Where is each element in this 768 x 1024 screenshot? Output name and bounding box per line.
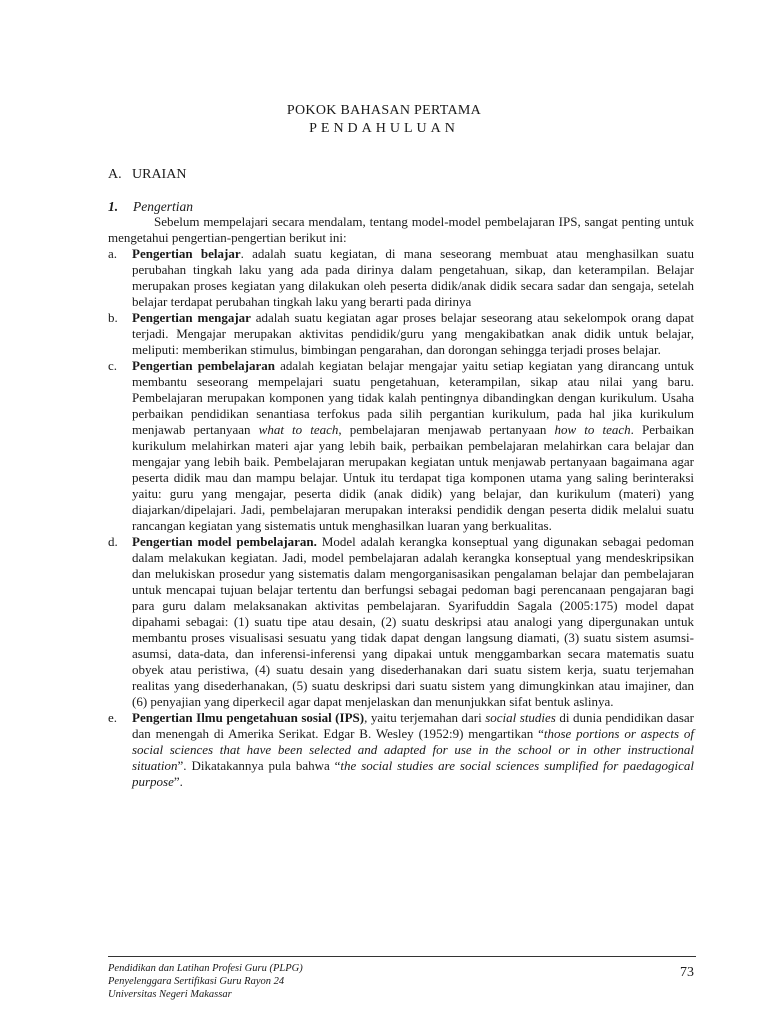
list-item-pembelajaran	[108, 358, 694, 534]
intro-paragraph: Sebelum mempelajari secara mendalam, tentang model-model pembelajaran IPS, sangat penting untuk mengetahui pengertian-pengertian berikut ini:	[108, 214, 694, 245]
definition-text: ”. Dikatakannya pula bahwa “	[177, 758, 341, 773]
italic-phrase: how to teach	[554, 422, 631, 437]
list-item-belajar	[108, 246, 694, 310]
list-item-model-pembelajaran	[108, 534, 694, 710]
definition-text: ”.	[173, 774, 183, 789]
term: Pengertian Ilmu pengetahuan sosial (IPS)	[132, 710, 365, 725]
list-marker: d.	[108, 534, 118, 549]
definition-text: , pembelajaran menjawab pertanyaan	[338, 422, 555, 437]
subsection-number: 1.	[108, 199, 119, 214]
italic-phrase: what to teach	[258, 422, 339, 437]
document-body	[108, 214, 694, 790]
definition-text: adalah suatu kegiatan agar proses belajar seseorang atau sekelompok orang dapat terjadi. Mengajar merupakan aktivitas pendidik/guru yang mengakibatkan anak didik untuk belajar, meliputi: memberikan stimulus, bimbingan pengarahan, dan dorongan sehingga terjadi proses belajar.	[132, 310, 694, 357]
term: Pengertian model pembelajaran.	[132, 534, 317, 549]
list-item-ips	[108, 710, 694, 790]
quoted-definition: the social studies are social sciences sumplified for paedagogical purpose	[132, 758, 694, 789]
footer-line-program: Pendidikan dan Latihan Profesi Guru (PLPG)	[108, 963, 303, 974]
list-marker: e.	[108, 710, 118, 725]
list-marker: c.	[108, 358, 118, 373]
definition-text: . Perbaikan kurikulum melahirkan materi ajar yang lebih baik, perbaikan pembelajaran melahirkan cara belajar dan mengajar yang lebih baik. Pembelajaran merupakan kegiatan untuk menjawab pertanyaan bagaimana agar peserta didik mau dan mampu belajar. Untuk itu terdapat tiga komponen utama yang saling berinteraksi yaitu: guru yang mengajar, peserta didik (anak didik) yang belajar, dan kurikulum (materi) yang diajarkan/dipelajari. Jadi, pembelajaran merupakan interaksi pendidik dengan peserta didik melalui suatu rancangan kegiatan yang sistematis untuk menghasilkan luaran yang berkualitas.	[132, 422, 695, 533]
chapter-title: PENDAHULUAN	[309, 121, 459, 136]
definition-text: di dunia pendidikan dasar dan menengah di Amerika Serikat. Edgar B. Wesley (1952:9) mengartikan “	[132, 710, 694, 741]
term: Pengertian belajar	[132, 246, 241, 261]
chapter-heading: POKOK BAHASAN PERTAMA	[286, 103, 482, 118]
footer-line-organizer: Penyelenggara Sertifikasi Guru Rayon 24	[108, 976, 285, 987]
term: Pengertian pembelajaran	[132, 358, 276, 373]
definition-text: Model adalah kerangka konseptual yang digunakan sebagai pedoman dalam melakukan kegiatan. Jadi, model pembelajaran adalah kerangka konseptual yang mendeskripsikan dan melukiskan prosedur yang sistematis dalam mengorganisasikan pengalaman belajar dan pembelajaran untuk mencapai tujuan belajar tertentu dan berfungsi sebagai pedoman bagi perencanaan pengajaran bagi para guru dalam melaksanakan aktivitas pembelajaran. Syarifuddin Sagala (2005:175) model dapat dipahami sebagai: (1) suatu tipe atau desain, (2) suatu deskripsi atau analogi yang dipergunakan untuk membantu proses visualisasi sesuatu yang tidak dapat dengan langsung diamati, (3) suatu sistem asumsi-asumsi, data-data, dan inferensi-inferensi yang dipakai untuk menggambarkan secara matematis suatu obyek atau peristiwa, (4) suatu desain yang disederhanakan dari suatu sistem kerja, suatu terjemahan realitas yang disederhanakan, (5) suatu deskripsi dari suatu sistem yang dimungkinkan atau imajiner, dan (6) penyajian yang diperkecil agar dapat menjelaskan dan menunjukkan sifat bentuk aslinya.	[132, 534, 694, 709]
list-item-mengajar	[108, 310, 694, 358]
italic-phrase: social studies	[485, 710, 556, 725]
footer-divider	[108, 956, 696, 957]
section-title: URAIAN	[132, 167, 187, 182]
list-marker: a.	[108, 246, 118, 261]
subsection-title: Pengertian	[133, 199, 193, 214]
term: Pengertian mengajar	[132, 310, 251, 325]
quoted-definition: those portions or aspects of social sciences that have been selected and adapted for use in the school or in other instructional situation	[132, 726, 694, 773]
subsection-heading	[108, 199, 193, 215]
definition-text: adalah kegiatan belajar mengajar yaitu setiap kegiatan yang dirancang untuk membantu seseorang mempelajari suatu pengetahuan, keterampilan, sikap atau nilai yang baru. Pembelajaran merupakan komponen yang tidak kalah pentingnya dibandingkan dengan kurikulum. Usaha perbaikan pendidikan senantiasa terfokus pada silih pergantian kurikulum, pada hal jika kurikulum menjawab pertanyaan	[132, 358, 695, 437]
list-marker: b.	[108, 310, 118, 325]
footer	[108, 962, 303, 1001]
definition-text: , yaitu terjemahan dari	[364, 710, 486, 725]
page-number: 73	[680, 965, 694, 980]
definition-text: . adalah suatu kegiatan, di mana seseorang membuat atau menghasilkan suatu perubahan tingkah laku yang ada pada dirinya dalam pengetahuan, sikap, dan keterampilan. Belajar merupakan proses kegiatan yang dilakukan oleh peserta didik/anak didik secara sadar dan sengaja, setelah belajar terdapat perubahan tingkah laku yang berarti pada dirinya	[132, 246, 694, 309]
section-label: A.	[108, 167, 122, 182]
section-heading	[108, 167, 186, 183]
footer-line-university: Universitas Negeri Makassar	[108, 989, 232, 1000]
